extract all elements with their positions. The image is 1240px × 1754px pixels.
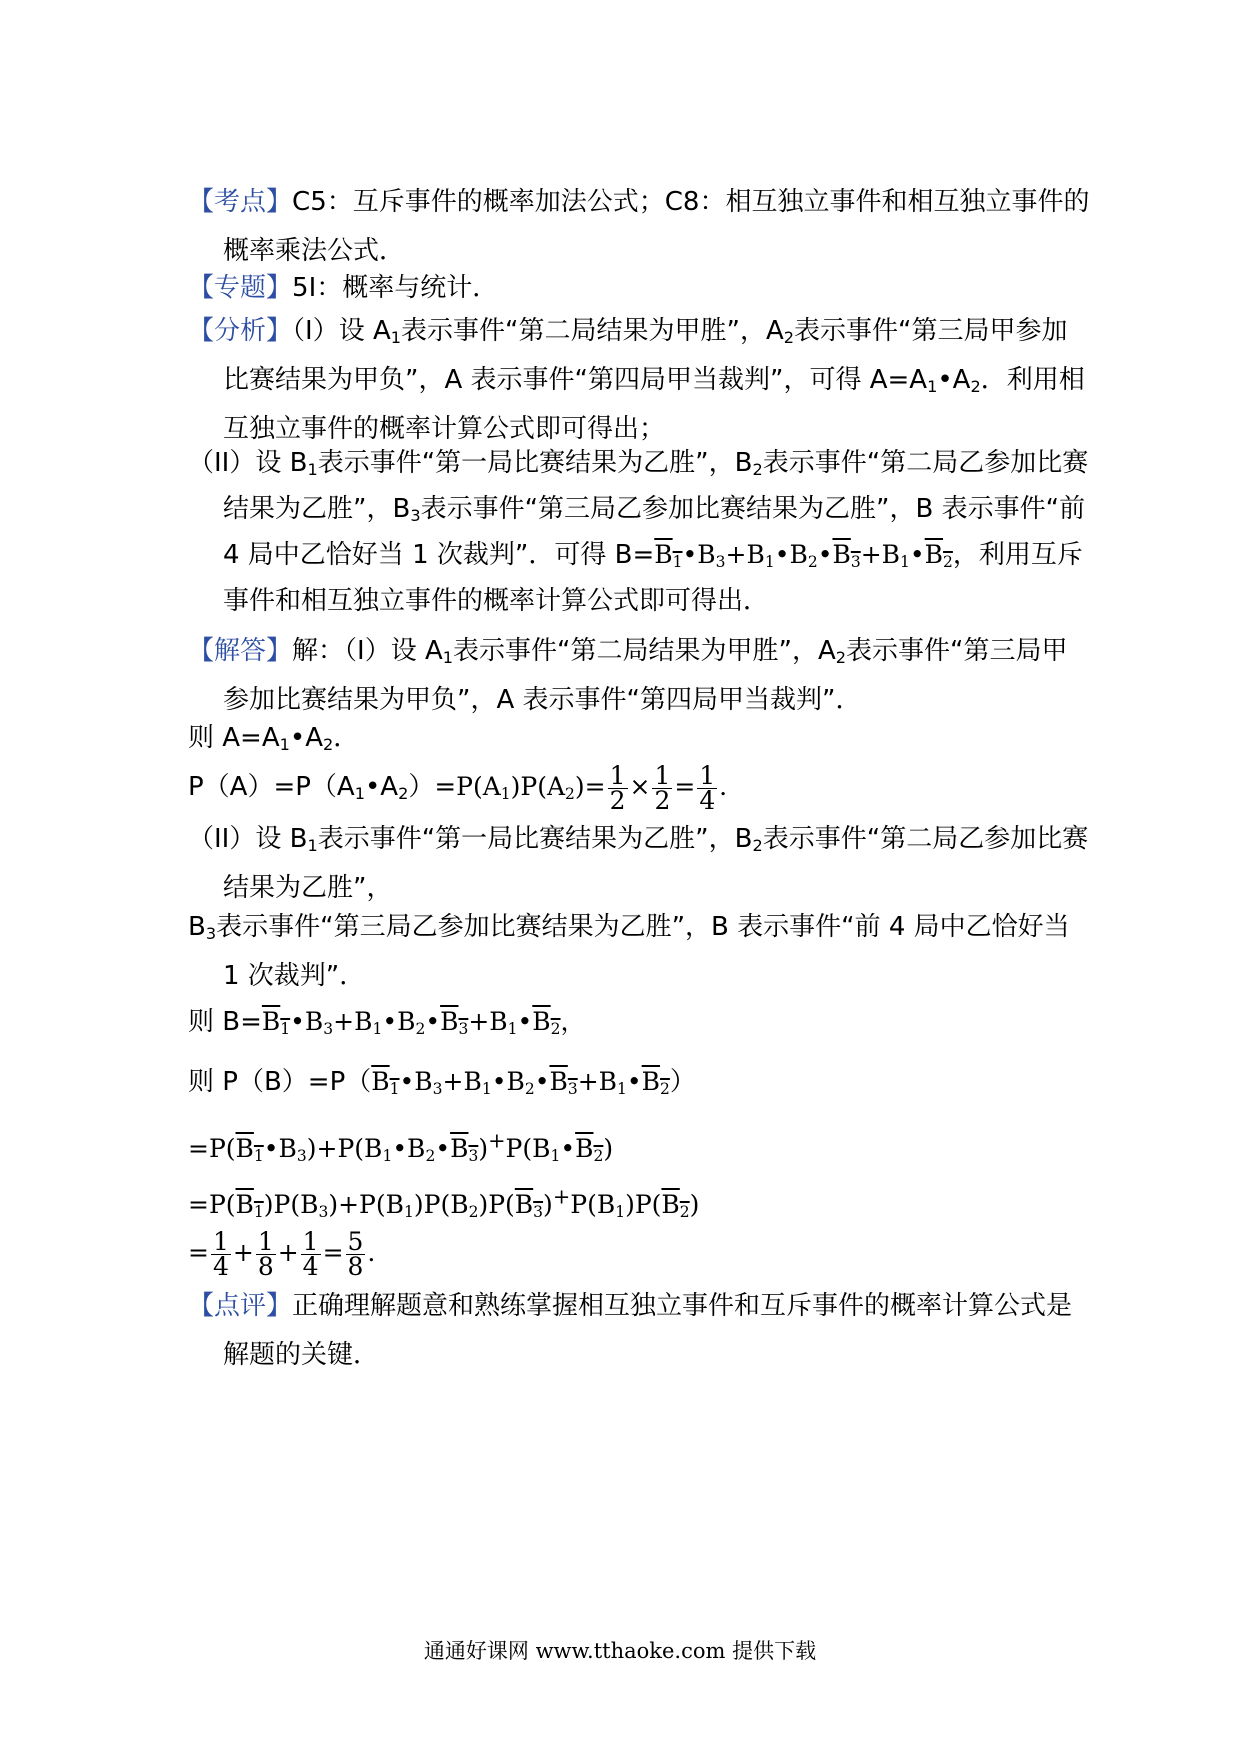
kaodian-paragraph xyxy=(188,178,1093,276)
formula-pa: $P(A_1)P(A_2)=$ $\frac{1}{2}$ × $\frac{1}{2}$ = $\frac{1}{4}$ ． xyxy=(456,761,745,815)
kaodian-text: C5：互斥事件的概率加法公式；C8：相互独立事件和相互独立事件的概率乘法公式． xyxy=(223,187,1090,266)
jieda-line-pb-2 xyxy=(188,1117,1058,1174)
jieda-line-a: 则 $A=A_1•A_2$． xyxy=(188,723,360,755)
jieda-line-pb-3 xyxy=(188,1173,1058,1230)
formula-pb-4: = $\frac{1}{4}$ + $\frac{1}{8}$ + $\frac{1}{4}$ = $\frac{5}{8}$ ． xyxy=(188,1227,393,1281)
dianping-label: 【点评】 xyxy=(188,1291,293,1321)
footer-text: 通通好课网 www.tthaoke.com 提供下载 xyxy=(423,1639,817,1663)
dianping-text: 正确理解题意和熟练掌握相互独立事件和互斥事件的概率计算公式是解题的关键． xyxy=(223,1291,1073,1370)
fenxi-label: 【分析】 xyxy=(188,316,293,346)
dianping-paragraph xyxy=(188,1282,1093,1380)
formula-pb: $B_1•B_3+B_1•B_2•B_3+B_1•B_2$ xyxy=(371,1067,670,1098)
formula-b: $B_1•B_3+B_1•B_2•B_3+B_1•B_2$ xyxy=(654,540,953,571)
fenxi-paragraph-1: 【分析】（I）设 $A_1$表示事件“第二局结果为甲胜”，$A_2$表示事件“第三局甲参加比赛结果为甲负”，A 表示事件“第四局甲当裁判”，可得 $A=A_1•A_2$．利用相互独立事件的概率计算公式即可得出； xyxy=(188,316,1085,444)
jieda-paragraph-2: （II）设 $B_1$表示事件“第一局比赛结果为乙胜”，$B_2$表示事件“第二局乙参加比赛结果为乙胜”， xyxy=(188,824,1089,903)
jieda-line-pb: 则 $P(B)=P(B_1•B_3+B_1•B_2•B_3+B_1•B_2)$ xyxy=(188,1067,696,1098)
zhuanti-text: 5I：概率与统计． xyxy=(292,273,499,303)
formula-pb-2: $=P(B_1•B_3)+P(B_1•B_2•B_3)^+P(B_1•B_2)$ xyxy=(188,1129,614,1166)
jieda-label: 【解答】 xyxy=(188,636,293,666)
kaodian-label: 【考点】 xyxy=(188,187,293,217)
formula-pb-3: $=P(B_1)P(B_3)+P(B_1)P(B_2)P(B_3)^+P(B_1)P(B_2)$ xyxy=(188,1185,700,1222)
zhuanti-label: 【专题】 xyxy=(188,273,293,303)
jieda-line-pa: $P(A)=P(A_1•A_2)=P(A_1)P(A_2)=$ $\frac{1}{2}$ × $\frac{1}{2}$ = $\frac{1}{4}$ ． xyxy=(188,761,745,815)
jieda-paragraph-3: $B_3$表示事件“第三局乙参加比赛结果为乙胜”，B 表示事件“前 4 局中乙恰好当 1 次裁判”． xyxy=(188,912,1070,991)
jieda-line-b: 则 $B=B_1•B_3+B_1•B_2•B_3+B_1•B_2$， xyxy=(188,1007,586,1038)
jieda-paragraph-1: 【解答】解：（I）设 $A_1$表示事件“第二局结果为甲胜”，$A_2$表示事件“第三局甲参加比赛结果为甲负”，A 表示事件“第四局甲当裁判”． xyxy=(188,636,1068,715)
zhuanti-paragraph xyxy=(188,264,1093,313)
formula-b-def: $B_1•B_3+B_1•B_2•B_3+B_1•B_2$， xyxy=(261,1007,586,1038)
fenxi-paragraph-2: （II）设 $B_1$表示事件“第一局比赛结果为乙胜”，$B_2$表示事件“第二局乙参加比赛结果为乙胜”，$B_3$表示事件“第三局乙参加比赛结果为乙胜”，B 表示事件“前 4 局中乙恰好当 1 次裁判”．可得 $B=B_1•B_3+B_1•B_2•B_3+B_1•B_2$，利用互斥事件和相互独立事件的概率计算公式即可得出． xyxy=(188,448,1089,616)
jieda-line-pb-4 xyxy=(188,1228,1058,1279)
